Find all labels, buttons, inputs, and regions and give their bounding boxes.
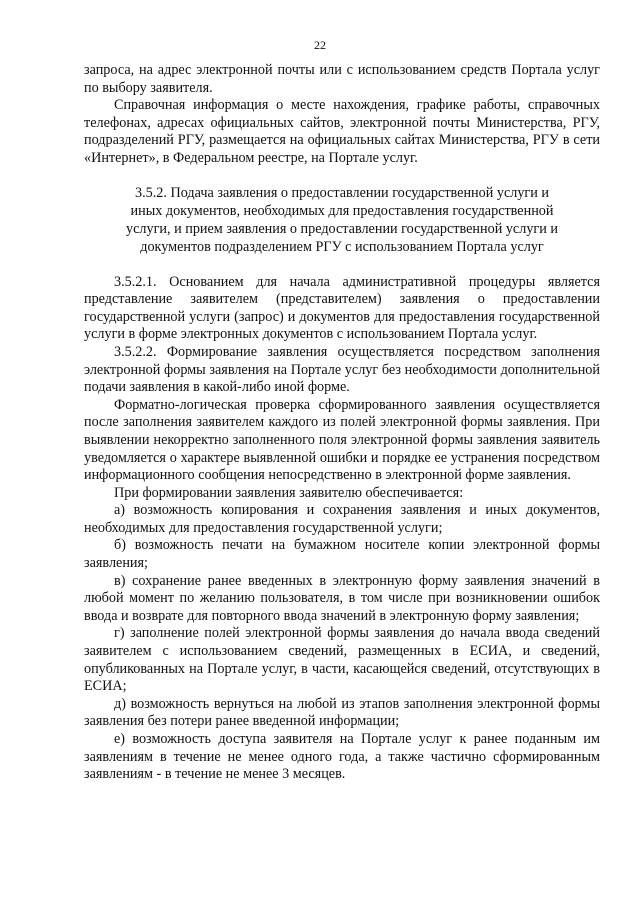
paragraph-3-5-2-2: 3.5.2.2. Формирование заявления осуществляется посредством заполнения электронной формы заявления на Портале услуг без необходимости дополнительной подачи заявления в какой-либо иной форме. [84, 343, 600, 396]
paragraph-reference-info: Справочная информация о месте нахождения, графике работы, справочных телефонах, адресах официальных сайтов, электронной почты Министерства, РГУ, подразделений РГУ, размещается на официальных сайтах Министерства, РГУ в сети «Интернет», в Федеральном реестре, на Портале услуг. [84, 97, 600, 166]
list-item-a: а) возможность копирования и сохранения заявления и иных документов, необходимых для предоставления государственной услуги; [84, 502, 600, 536]
paragraph-format-check: Форматно-логическая проверка сформированного заявления осуществляется после заполнения заявителем каждого из полей электронной формы заявления. При выявлении некорректно заполненного поля электронной формы заявления заявитель уведомляется о характере выявленной ошибки и порядке ее устранения посредством информационного сообщения непосредственно в электронной форме заявления. [84, 396, 600, 484]
page-number: 22 [314, 38, 326, 52]
paragraph-continuation: запроса, на адрес электронной почты или с использованием средств Портала услуг по выбору заявителя. [84, 62, 600, 96]
paragraph-3-5-2-1: 3.5.2.1. Основанием для начала административной процедуры является представление заявителем (представителем) заявления о предоставлении государственной услуги (запрос) и документов для предоставления государственной услуги в форме электронных документов с использованием Портала услуг. [84, 273, 600, 343]
section-heading-3-5-2: 3.5.2. Подача заявления о предоставлении государственной услуги и иных документов, необходимых для предоставления государственной услуги, и прием заявления о предоставлении государственной услуги и документов подразделением РГУ с использованием Портала услуг [126, 184, 558, 255]
paragraph-provisions-intro: При формировании заявления заявителю обеспечивается: [114, 484, 464, 501]
list-item-b: б) возможность печати на бумажном носителе копии электронной формы заявления; [84, 537, 600, 572]
document-body [84, 62, 600, 784]
list-item-d: д) возможность вернуться на любой из этапов заполнения электронной формы заявления без потери ранее введенной информации; [84, 695, 600, 730]
list-item-e: е) возможность доступа заявителя на Портале услуг к ранее поданным им заявлениям в течение не менее одного года, а также частично сформированным заявлениям - в течение не менее 3 месяцев. [84, 731, 600, 783]
list-item-g: г) заполнение полей электронной формы заявления до начала ввода сведений заявителем с использованием сведений, размещенных в ЕСИА, и сведений, опубликованных на Портале услуг, в части, касающейся сведений, отсутствующих в ЕСИА; [84, 625, 600, 695]
list-item-v: в) сохранение ранее введенных в электронную форму заявления значений в любой момент по желанию пользователя, в том числе при возникновении ошибок ввода и возврате для повторного ввода значений в электронную форму заявления; [84, 572, 600, 624]
